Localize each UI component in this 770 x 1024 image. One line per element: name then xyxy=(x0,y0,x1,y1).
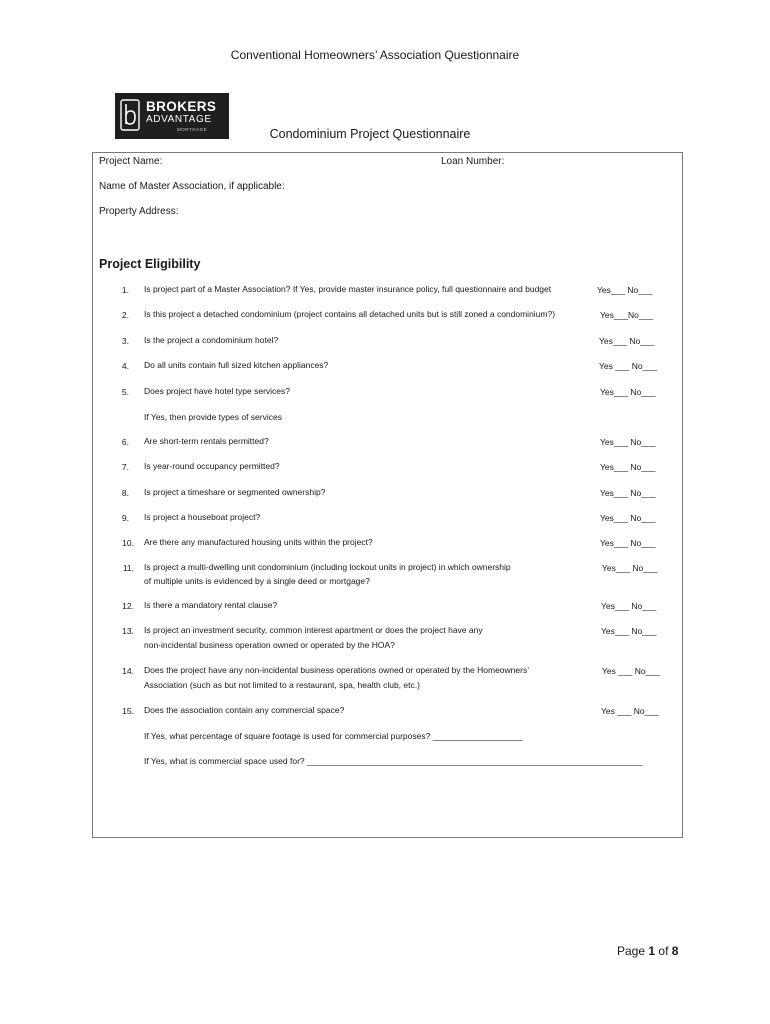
question-number: 6. xyxy=(121,437,129,447)
question-number: 10. xyxy=(122,538,134,548)
page-current: 1 xyxy=(648,944,656,958)
question-text: Are there any manufactured housing units within the project? xyxy=(144,537,373,547)
logo-text-brokers: BROKERS xyxy=(146,99,217,114)
yes-no-answer-field[interactable]: Yes ___ No___ xyxy=(599,361,657,371)
property-address-label: Property Address: xyxy=(99,206,179,217)
question-number: 8. xyxy=(121,488,129,498)
yes-no-answer-field[interactable]: Yes___ No___ xyxy=(599,336,655,346)
yes-no-answer-field[interactable]: Yes___ No___ xyxy=(600,387,656,397)
question-number: 1. xyxy=(121,285,129,295)
question-number: 15. xyxy=(122,706,134,716)
question-text: Is project a houseboat project? xyxy=(144,512,261,522)
question-number: 11. xyxy=(122,563,134,573)
yes-no-answer-field[interactable]: Yes___ No___ xyxy=(600,462,656,472)
commercial-use-field[interactable]: If Yes, what is commercial space used for? _______________________________________________________________________ xyxy=(144,756,643,766)
question-number: 2. xyxy=(121,310,129,320)
question-number: 14. xyxy=(122,666,134,676)
yes-no-answer-field[interactable]: Yes___ No___ xyxy=(602,563,658,573)
question-text: Is there a mandatory rental clause? xyxy=(144,600,278,610)
project-name-label: Project Name: xyxy=(99,156,163,167)
form-title: Condominium Project Questionnaire xyxy=(269,127,471,141)
commercial-percentage-field[interactable]: If Yes, what percentage of square footage is used for commercial purposes? ___________________ xyxy=(144,731,523,741)
question-number: 12. xyxy=(122,601,134,611)
question-text: Does the project have any non-incidental business operations owned or operated by the Homeowners’ xyxy=(144,665,530,675)
yes-no-answer-field[interactable]: Yes___ No___ xyxy=(600,538,656,548)
question-text: Do all units contain full sized kitchen appliances? xyxy=(144,360,329,370)
yes-no-answer-field[interactable]: Yes___ No___ xyxy=(600,513,656,523)
hotel-services-followup: If Yes, then provide types of services xyxy=(144,412,282,422)
question-text: Is this project a detached condominium (project contains all detached units but is still zoned a condominium?) xyxy=(144,309,556,319)
question-text: Is project a multi-dwelling unit condominium (including lockout units in project) in which ownership xyxy=(144,562,511,572)
question-text: Does the association contain any commercial space? xyxy=(144,705,345,715)
question-text: Are short-term rentals permitted? xyxy=(144,436,269,446)
question-text-continued: of multiple units is evidenced by a single deed or mortgage? xyxy=(144,576,370,586)
yes-no-answer-field[interactable]: Yes ___ No___ xyxy=(601,706,659,716)
page-label: Page xyxy=(617,944,646,958)
question-number: 13. xyxy=(122,626,134,636)
question-text: Is project part of a Master Association? If Yes, provide master insurance policy, full questionnaire and budget xyxy=(144,284,552,294)
question-number: 5. xyxy=(121,387,129,397)
yes-no-answer-field[interactable]: Yes___ No___ xyxy=(601,601,657,611)
logo-text-mortgage: MORTGAGE xyxy=(177,127,208,132)
yes-no-answer-field[interactable]: Yes___ No___ xyxy=(597,285,653,295)
document-title: Conventional Homeowners’ Association Questionnaire xyxy=(230,48,520,62)
yes-no-answer-field[interactable]: Yes___No___ xyxy=(600,310,654,320)
section-heading-project-eligibility: Project Eligibility xyxy=(99,257,201,271)
question-text: Is year-round occupancy permitted? xyxy=(144,461,280,471)
question-number: 3. xyxy=(121,336,129,346)
question-number: 4. xyxy=(121,361,129,371)
master-association-label: Name of Master Association, if applicable: xyxy=(99,181,285,192)
yes-no-answer-field[interactable]: Yes___ No___ xyxy=(600,488,656,498)
yes-no-answer-field[interactable]: Yes ___ No___ xyxy=(602,666,660,676)
question-text: Is project a timeshare or segmented ownership? xyxy=(144,487,326,497)
loan-number-label: Loan Number: xyxy=(441,156,505,167)
page-total: 8 xyxy=(671,944,679,958)
question-text: Is the project a condominium hotel? xyxy=(144,335,279,345)
question-text: Is project an investment security, common interest apartment or does the project have any xyxy=(144,625,483,635)
logo-text-advantage: ADVANTAGE xyxy=(146,114,212,125)
question-text: Does project have hotel type services? xyxy=(144,386,290,396)
question-text-continued: non-incidental business operation owned or operated by the HOA? xyxy=(144,640,395,650)
yes-no-answer-field[interactable]: Yes___ No___ xyxy=(600,437,656,447)
question-number: 9. xyxy=(121,513,129,523)
question-text-continued: Association (such as but not limited to a restaurant, spa, health club, etc.) xyxy=(144,680,420,690)
page-of: of xyxy=(658,944,669,958)
question-number: 7. xyxy=(121,462,129,472)
yes-no-answer-field[interactable]: Yes___ No___ xyxy=(601,626,657,636)
page-number xyxy=(617,944,678,958)
